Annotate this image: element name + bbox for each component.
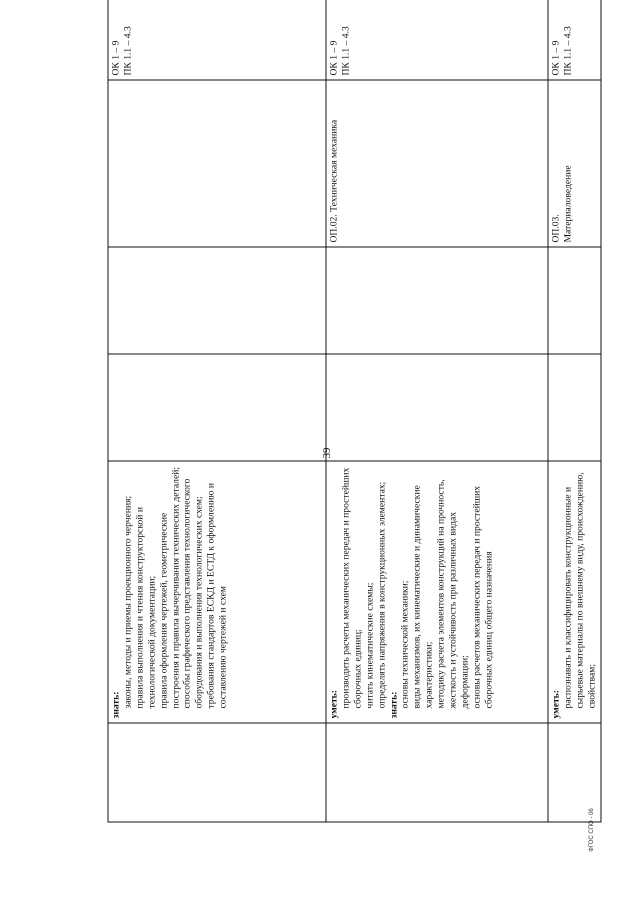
- list-item: законы, методы и приемы проекционного черчения;: [122, 495, 134, 708]
- list-item: определять напряжения в конструкционных элементах;: [376, 481, 388, 708]
- list-item: производить расчеты механических передач и простейших сборочных единиц;: [340, 467, 364, 708]
- list-item: правила выполнения и чтения конструкторской и технологической документации;: [134, 506, 158, 708]
- table-cell-blank: [108, 354, 326, 461]
- table-cell-blank: [548, 354, 601, 461]
- list-item: основы технической механики;: [399, 580, 411, 708]
- table-row: [108, 0, 326, 822]
- table-row: [548, 0, 601, 822]
- list-item: распознавать и классифицировать конструкционные и сырьевые материалы по внешнему виду, происхождению, свойствам;: [562, 471, 598, 708]
- table-cell-competencies: ОК 1 – 9 ПК 1.1 – 4.3: [548, 0, 601, 80]
- table-cell-blank: [326, 247, 548, 354]
- list-item: правила оформления чертежей, геометрические построения и правила вычерчивания технических деталей;: [158, 466, 182, 708]
- table-cell-blank: [548, 247, 601, 354]
- table-cell-requirements: [548, 461, 601, 723]
- list-item: виды механизмов, их кинематические и динамические характеристики;: [411, 484, 435, 708]
- table-cell-blank: [326, 354, 548, 461]
- table-cell-discipline: ОП.03. Материаловедение: [548, 80, 601, 247]
- page-number: 39: [321, 447, 333, 459]
- list-item: читать кинематические схемы;: [364, 582, 376, 708]
- section-label: знать:: [388, 691, 400, 718]
- table-cell-competencies: ОК 1 – 9 ПК 1.1 – 4.3: [108, 0, 326, 80]
- list-item: требования стандартов ЕСКД и ЕСТД к оформлению и составлению чертежей и схем: [205, 482, 229, 708]
- section-label: знать:: [110, 691, 122, 718]
- section-label: уметь:: [328, 689, 340, 718]
- footer-mark: ФГОС СПО - 06: [589, 808, 595, 852]
- table-cell-blank: [108, 247, 326, 354]
- curriculum-table: [108, 25, 598, 822]
- list-item: основы расчетов механических передач и простейших сборочных единиц общего назначения: [471, 485, 495, 708]
- table-cell-blank: [108, 723, 326, 822]
- table-cell-requirements: [326, 461, 548, 723]
- table-cell-requirements: [108, 461, 326, 723]
- list-item: методику расчета элементов конструкций на прочность, жесткость и устойчивость при различных видах деформации;: [435, 478, 471, 708]
- table-cell-competencies: ОК 1 – 9 ПК 1.1 – 4.3: [326, 0, 548, 80]
- table-cell-discipline: [108, 80, 326, 247]
- table-cell-discipline: ОП.02. Техническая механика: [326, 80, 548, 247]
- list-item: способы графического представления технологического оборудования и выполнения технологических схем;: [181, 478, 205, 708]
- section-label: уметь:: [550, 689, 562, 718]
- table-cell-blank: [548, 723, 601, 822]
- table-row: [326, 0, 548, 822]
- table-cell-blank: [326, 723, 548, 822]
